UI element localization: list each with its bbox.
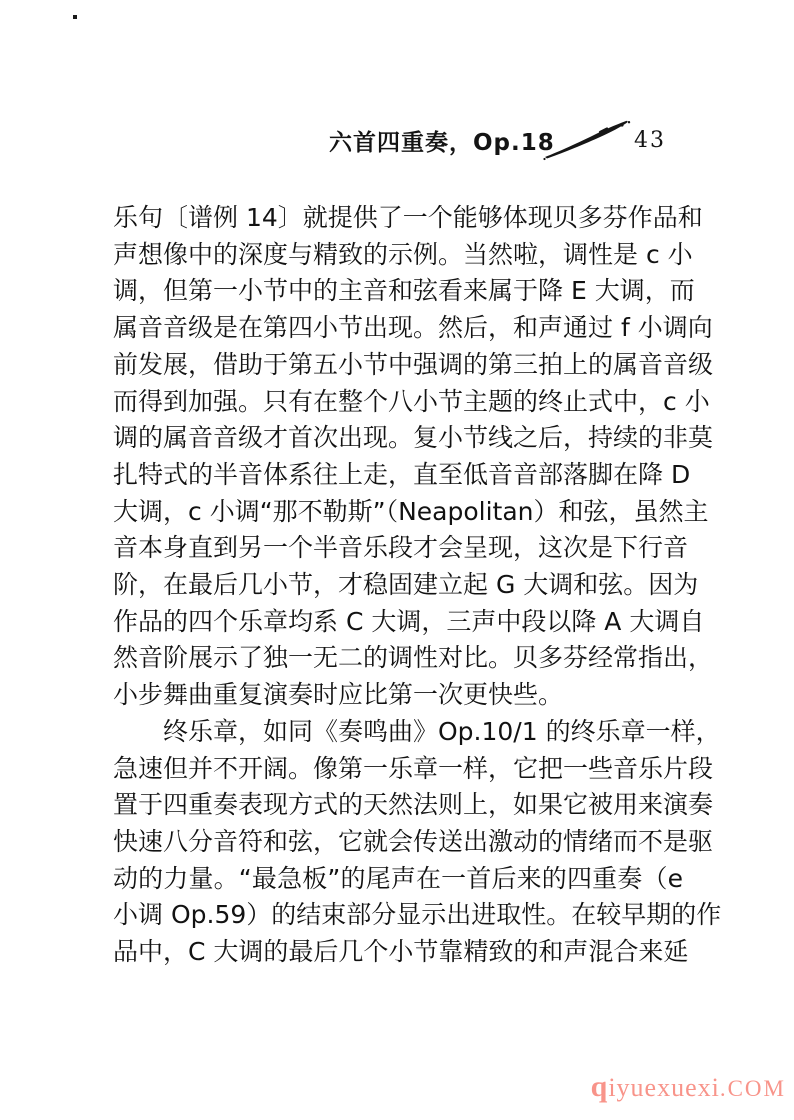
quill-flourish-icon xyxy=(542,120,634,162)
text-line: 急速但并不开阔。像第一乐章一样，它把一些音乐片段 xyxy=(113,753,714,783)
text-line: 乐句〔谱例 14〕就提供了一个能够体现贝多芬作品和 xyxy=(113,203,703,232)
text-line: 作品的四个乐章均系 C 大调，三声中段以降 A 大调自 xyxy=(113,606,705,636)
paragraph xyxy=(113,714,722,971)
text-line: 扎特式的半音体系往上走，直至低音音部落脚在降 D xyxy=(113,459,691,489)
text-line: 属音音级是在第四小节出现。然后，和声通过 f 小调向 xyxy=(113,313,713,343)
paragraph xyxy=(113,200,714,714)
text-line: 然音阶展示了独一无二的调性对比。贝多芬经常指出， xyxy=(113,643,714,673)
site-watermark xyxy=(591,1070,786,1104)
page-number: 43 xyxy=(634,128,666,153)
watermark-tld: .COM xyxy=(719,1076,786,1101)
watermark-initial: q xyxy=(590,1070,609,1103)
text-line: 调的属音音级才首次出现。复小节线之后，持续的非莫 xyxy=(113,423,714,453)
text-line: 终乐章，如同《奏鸣曲》Op.10/1 的终乐章一样， xyxy=(163,716,721,746)
text-line: 大调，c 小调“那不勒斯”（Neapolitan）和弦，虽然主 xyxy=(113,496,709,526)
scan-speckle xyxy=(73,15,77,19)
text-line: 小步舞曲重复演奏时应比第一次更快些。 xyxy=(113,680,564,710)
text-line: 品中，C 大调的最后几个小节靠精致的和声混合来延 xyxy=(113,937,689,967)
text-line: 快速八分音符和弦，它就会传送出激动的情绪而不是驱 xyxy=(113,826,714,856)
text-line: 前发展，借助于第五小节中强调的第三拍上的属音音级 xyxy=(113,349,714,379)
text-line: 音本身直到另一个半音乐段才会呈现，这次是下行音 xyxy=(113,533,689,563)
text-line: 而得到加强。只有在整个八小节主题的终止式中，c 小 xyxy=(113,386,710,416)
watermark-name: iyuexuexi xyxy=(608,1073,720,1102)
text-line: 动的力量。“最急板”的尾声在一首后来的四重奏（e xyxy=(113,863,683,893)
body-text xyxy=(113,200,722,971)
text-line: 调，但第一小节中的主音和弦看来属于降 E 大调，而 xyxy=(113,276,695,306)
text-line: 阶，在最后几小节，才稳固建立起 G 大调和弦。因为 xyxy=(113,570,699,600)
text-line: 声想像中的深度与精致的示例。当然啦，调性是 c 小 xyxy=(113,239,693,269)
text-line: 小调 Op.59）的结束部分显示出进取性。在较早期的作 xyxy=(113,900,722,930)
text-line: 置于四重奏表现方式的天然法则上，如果它被用来演奏 xyxy=(113,790,714,820)
page-header xyxy=(0,118,794,162)
running-head-title: 六首四重奏，Op.18 xyxy=(329,130,555,156)
